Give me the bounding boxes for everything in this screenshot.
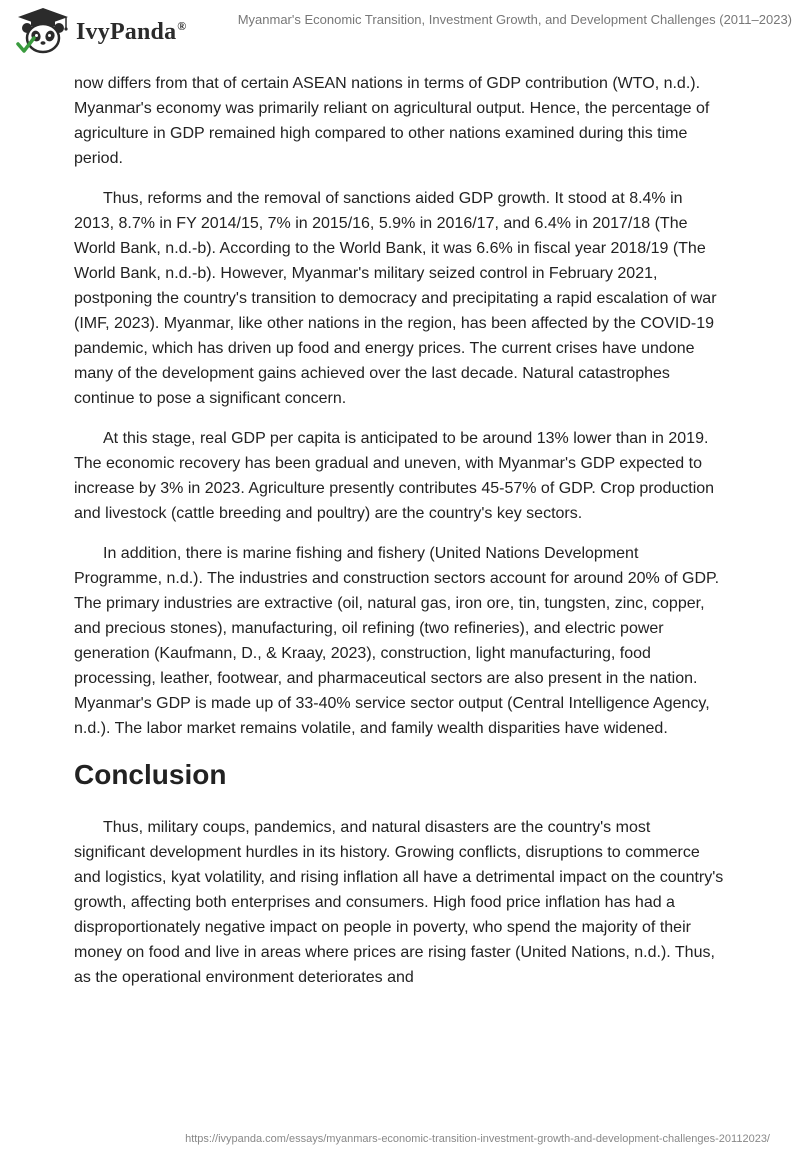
document-title: Myanmar's Economic Transition, Investment Growth, and Development Challenges (2011–2023) (237, 12, 792, 27)
paragraph-conclusion: Thus, military coups, pandemics, and natural disasters are the country's most significant development hurdles in its history. Growing conflicts, disruptions to commerce and logistics, kyat volatility, and rising inflation all have a detrimental impact on the country's growth, affecting both enterprises and consumers. High food price inflation has had a disproportionately negative impact on people in poverty, who spend the majority of their money on food and live in areas where prices are rising faster (United Nations, n.d.). Thus, as the operational environment deteriorates and (74, 819, 724, 986)
paragraph-continuation: now differs from that of certain ASEAN nations in terms of GDP contribution (WTO, n.d.). Myanmar's economy was primarily reliant on agricultural output. Hence, the percentage of agriculture in GDP remained high compared to other nations examined during this time period. (74, 75, 710, 167)
source-url[interactable]: https://ivypanda.com/essays/myanmars-economic-transition-investment-growth-and-development-challenges-20112023/ (185, 1133, 770, 1145)
registered-mark: ® (177, 18, 187, 33)
paragraph-gdp-growth: Thus, reforms and the removal of sanctions aided GDP growth. It stood at 8.4% in 2013, 8.7% in FY 2014/15, 7% in 2015/16, 5.9% in 2016/17, and 6.4% in 2017/18 (The World Bank, n.d.-b). According to the World Bank, it was 6.6% in fiscal year 2018/19 (The World Bank, n.d.-b). However, Myanmar's military seized control in February 2021, postponing the country's transition to democracy and precipitating a rapid escalation of war (IMF, 2023). Myanmar, like other nations in the region, has been affected by the COVID-19 pandemic, which has driven up food and energy prices. The current crises have undone many of the development gains achieved over the last decade. Natural catastrophes continue to pose a significant concern. (74, 190, 717, 407)
conclusion-heading: Conclusion (74, 759, 227, 790)
page-header (0, 0, 800, 60)
panda-graduation-cap-icon (14, 6, 72, 54)
brand-name: IvyPanda® (76, 18, 187, 45)
brand-logo[interactable] (14, 6, 186, 54)
paragraph-sectors: In addition, there is marine fishing and fishery (United Nations Development Programme, n.d.). The industries and construction sectors account for around 20% of GDP. The primary industries are extractive (oil, natural gas, iron ore, tin, tungsten, zinc, copper, and precious stones), manufacturing, oil refining (two refineries), and electric power generation (Kaufmann, D., & Kraay, 2023), construction, light manufacturing, food processing, leather, footwear, and pharmaceutical sectors are also present in the nation. Myanmar's GDP is made up of 33-40% service sector output (Central Intelligence Agency, n.d.). The labor market remains volatile, and family wealth disparities have widened. (74, 545, 720, 737)
paragraph-gdp-outlook: At this stage, real GDP per capita is anticipated to be around 13% lower than in 2019. The economic recovery has been gradual and uneven, with Myanmar's GDP expected to increase by 3% in 2023. Agriculture presently contributes 45-57% of GDP. Crop production and livestock (cattle breeding and poultry) are the country's key sectors. (74, 430, 715, 522)
essay-body (74, 71, 724, 1005)
